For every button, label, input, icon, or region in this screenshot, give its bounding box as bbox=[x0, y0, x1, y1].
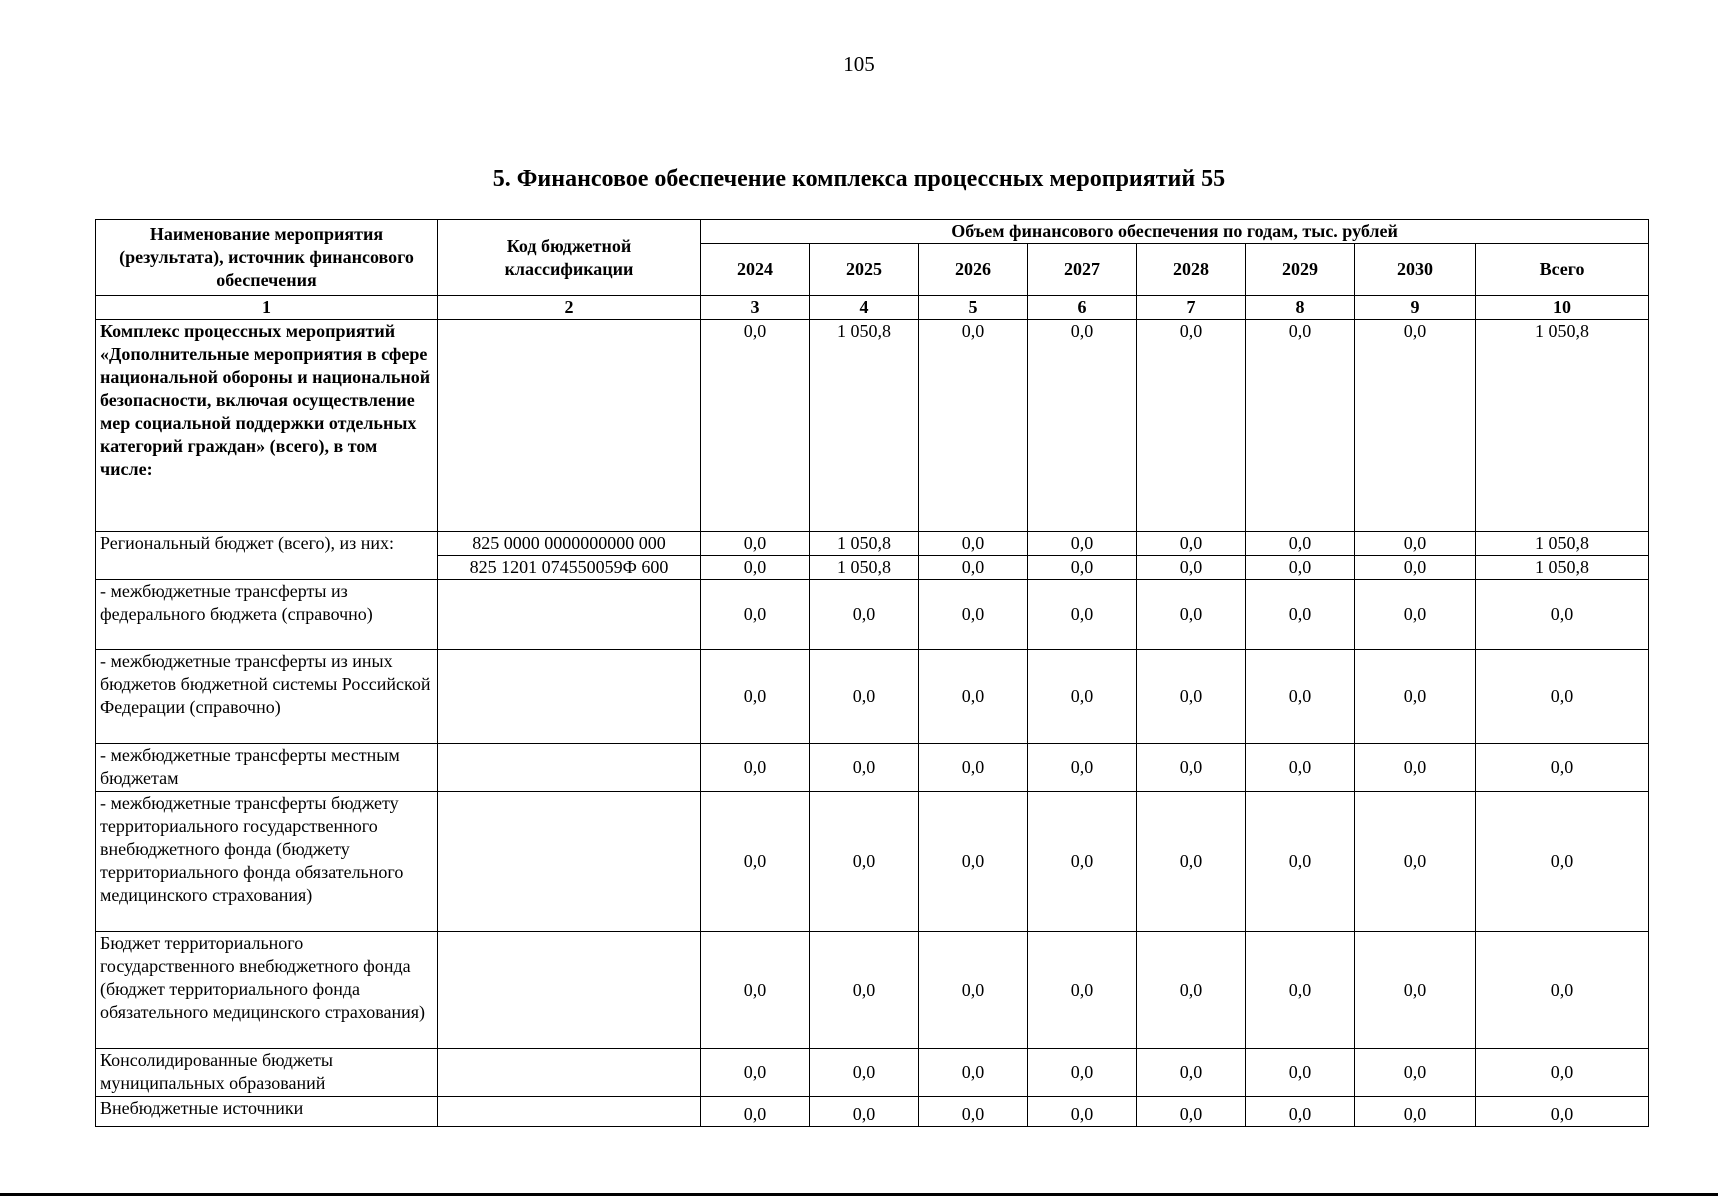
row-value: 0,0 bbox=[919, 744, 1028, 792]
row-value: 0,0 bbox=[1355, 650, 1476, 744]
table-row bbox=[96, 1049, 1649, 1097]
row-value: 0,0 bbox=[919, 792, 1028, 932]
row-value: 0,0 bbox=[1246, 556, 1355, 580]
header-year: 2024 bbox=[701, 244, 810, 296]
row-value: 0,0 bbox=[919, 1097, 1028, 1127]
row-value: 0,0 bbox=[1028, 532, 1137, 556]
row-value: 0,0 bbox=[919, 650, 1028, 744]
row-value: 0,0 bbox=[1137, 1097, 1246, 1127]
row-value: 0,0 bbox=[1246, 932, 1355, 1049]
column-number: 4 bbox=[810, 296, 919, 320]
row-value: 0,0 bbox=[1246, 1097, 1355, 1127]
row-total: 0,0 bbox=[1476, 650, 1649, 744]
row-code bbox=[438, 580, 701, 650]
row-value: 0,0 bbox=[1355, 932, 1476, 1049]
row-value: 0,0 bbox=[1028, 932, 1137, 1049]
row-value: 0,0 bbox=[1355, 580, 1476, 650]
row-value: 0,0 bbox=[1355, 744, 1476, 792]
row-value: 0,0 bbox=[810, 580, 919, 650]
row-value: 0,0 bbox=[919, 532, 1028, 556]
row-total: 0,0 bbox=[1476, 744, 1649, 792]
row-value: 0,0 bbox=[919, 320, 1028, 532]
header-year: 2026 bbox=[919, 244, 1028, 296]
page-number: 105 bbox=[843, 52, 875, 76]
row-value: 0,0 bbox=[1246, 650, 1355, 744]
row-value: 0,0 bbox=[919, 1049, 1028, 1097]
column-number: 1 bbox=[96, 296, 438, 320]
row-code bbox=[438, 650, 701, 744]
row-value: 0,0 bbox=[1028, 1097, 1137, 1127]
row-name: - межбюджетные трансферты бюджету территориального государственного внебюджетного фонда (бюджету территориального фонда обязательного медицинского страхования) bbox=[96, 792, 438, 932]
row-total: 1 050,8 bbox=[1476, 320, 1649, 532]
row-value: 0,0 bbox=[701, 320, 810, 532]
table-row bbox=[96, 532, 1649, 556]
table-row bbox=[96, 580, 1649, 650]
row-value: 0,0 bbox=[1028, 580, 1137, 650]
table-row bbox=[96, 650, 1649, 744]
header-year: 2027 bbox=[1028, 244, 1137, 296]
row-value: 0,0 bbox=[1246, 580, 1355, 650]
row-value: 0,0 bbox=[1246, 1049, 1355, 1097]
row-value: 0,0 bbox=[810, 650, 919, 744]
column-number: 2 bbox=[438, 296, 701, 320]
row-value: 0,0 bbox=[1355, 1049, 1476, 1097]
row-value: 0,0 bbox=[1137, 650, 1246, 744]
row-name: - межбюджетные трансферты из федерального бюджета (справочно) bbox=[96, 580, 438, 650]
row-code bbox=[438, 792, 701, 932]
row-name: Консолидированные бюджеты муниципальных образований bbox=[96, 1049, 438, 1097]
row-name: Региональный бюджет (всего), из них: bbox=[96, 532, 438, 580]
row-value: 0,0 bbox=[1137, 532, 1246, 556]
row-value: 0,0 bbox=[701, 532, 810, 556]
row-name: Комплекс процессных мероприятий «Дополнительные мероприятия в сфере национальной обороны и национальной безопасности, включая осуществление мер социальной поддержки отдельных категорий граждан» (всего), в том числе: bbox=[96, 320, 438, 532]
row-value: 0,0 bbox=[1028, 650, 1137, 744]
row-value: 0,0 bbox=[810, 792, 919, 932]
row-value: 0,0 bbox=[1137, 1049, 1246, 1097]
row-value: 0,0 bbox=[1137, 792, 1246, 932]
header-name: Наименование мероприятия (результата), источник финансового обеспечения bbox=[96, 220, 438, 296]
header-year: 2029 bbox=[1246, 244, 1355, 296]
header-year: 2025 bbox=[810, 244, 919, 296]
row-value: 0,0 bbox=[810, 1097, 919, 1127]
row-value: 0,0 bbox=[1355, 792, 1476, 932]
column-number: 7 bbox=[1137, 296, 1246, 320]
row-value: 1 050,8 bbox=[810, 556, 919, 580]
header-volume: Объем финансового обеспечения по годам, тыс. рублей bbox=[701, 220, 1649, 244]
column-number: 10 bbox=[1476, 296, 1649, 320]
row-value: 0,0 bbox=[810, 744, 919, 792]
row-value: 0,0 bbox=[1028, 1049, 1137, 1097]
table-row bbox=[96, 932, 1649, 1049]
table-row bbox=[96, 744, 1649, 792]
column-number: 6 bbox=[1028, 296, 1137, 320]
row-total: 1 050,8 bbox=[1476, 532, 1649, 556]
row-code bbox=[438, 320, 701, 532]
header-total: Всего bbox=[1476, 244, 1649, 296]
row-value: 0,0 bbox=[1355, 320, 1476, 532]
row-value: 0,0 bbox=[701, 932, 810, 1049]
column-number: 9 bbox=[1355, 296, 1476, 320]
row-code bbox=[438, 1097, 701, 1127]
document-title: 5. Финансовое обеспечение комплекса процессных мероприятий 55 bbox=[492, 166, 1226, 192]
row-value: 0,0 bbox=[1355, 1097, 1476, 1127]
row-value: 0,0 bbox=[1028, 792, 1137, 932]
financing-table bbox=[95, 219, 1649, 1127]
row-value: 1 050,8 bbox=[810, 532, 919, 556]
row-name: - межбюджетные трансферты местным бюджетам bbox=[96, 744, 438, 792]
row-value: 0,0 bbox=[1137, 556, 1246, 580]
row-value: 0,0 bbox=[1137, 320, 1246, 532]
row-value: 1 050,8 bbox=[810, 320, 919, 532]
header-year: 2028 bbox=[1137, 244, 1246, 296]
row-value: 0,0 bbox=[701, 1097, 810, 1127]
page-bottom-edge bbox=[0, 1193, 1718, 1196]
row-value: 0,0 bbox=[1028, 556, 1137, 580]
header-year: 2030 bbox=[1355, 244, 1476, 296]
row-value: 0,0 bbox=[1137, 932, 1246, 1049]
row-code: 825 0000 0000000000 000 bbox=[438, 532, 701, 556]
row-total: 0,0 bbox=[1476, 580, 1649, 650]
row-code: 825 1201 074550059Ф 600 bbox=[438, 556, 701, 580]
row-name: - межбюджетные трансферты из иных бюджетов бюджетной системы Российской Федерации (справочно) bbox=[96, 650, 438, 744]
row-total: 0,0 bbox=[1476, 932, 1649, 1049]
row-value: 0,0 bbox=[1028, 320, 1137, 532]
row-value: 0,0 bbox=[1028, 744, 1137, 792]
row-code bbox=[438, 1049, 701, 1097]
row-value: 0,0 bbox=[701, 1049, 810, 1097]
row-total: 0,0 bbox=[1476, 792, 1649, 932]
column-number: 8 bbox=[1246, 296, 1355, 320]
row-value: 0,0 bbox=[810, 932, 919, 1049]
row-value: 0,0 bbox=[1137, 744, 1246, 792]
row-value: 0,0 bbox=[1246, 532, 1355, 556]
table-row bbox=[96, 320, 1649, 532]
row-value: 0,0 bbox=[701, 580, 810, 650]
row-value: 0,0 bbox=[701, 792, 810, 932]
row-name: Внебюджетные источники bbox=[96, 1097, 438, 1127]
row-value: 0,0 bbox=[701, 744, 810, 792]
table-row bbox=[96, 1097, 1649, 1127]
row-total: 0,0 bbox=[1476, 1097, 1649, 1127]
row-value: 0,0 bbox=[1246, 744, 1355, 792]
row-value: 0,0 bbox=[1355, 556, 1476, 580]
header-code: Код бюджетной классификации bbox=[438, 220, 701, 296]
row-total: 0,0 bbox=[1476, 1049, 1649, 1097]
column-number: 3 bbox=[701, 296, 810, 320]
row-value: 0,0 bbox=[919, 556, 1028, 580]
row-value: 0,0 bbox=[1246, 792, 1355, 932]
table-row bbox=[96, 792, 1649, 932]
row-value: 0,0 bbox=[1355, 532, 1476, 556]
row-value: 0,0 bbox=[1137, 580, 1246, 650]
row-total: 1 050,8 bbox=[1476, 556, 1649, 580]
row-code bbox=[438, 744, 701, 792]
row-value: 0,0 bbox=[701, 556, 810, 580]
row-code bbox=[438, 932, 701, 1049]
row-value: 0,0 bbox=[919, 932, 1028, 1049]
row-value: 0,0 bbox=[810, 1049, 919, 1097]
row-value: 0,0 bbox=[701, 650, 810, 744]
row-value: 0,0 bbox=[1246, 320, 1355, 532]
row-name: Бюджет территориального государственного внебюджетного фонда (бюджет территориального фонда обязательного медицинского страхования) bbox=[96, 932, 438, 1049]
row-value: 0,0 bbox=[919, 580, 1028, 650]
column-number: 5 bbox=[919, 296, 1028, 320]
